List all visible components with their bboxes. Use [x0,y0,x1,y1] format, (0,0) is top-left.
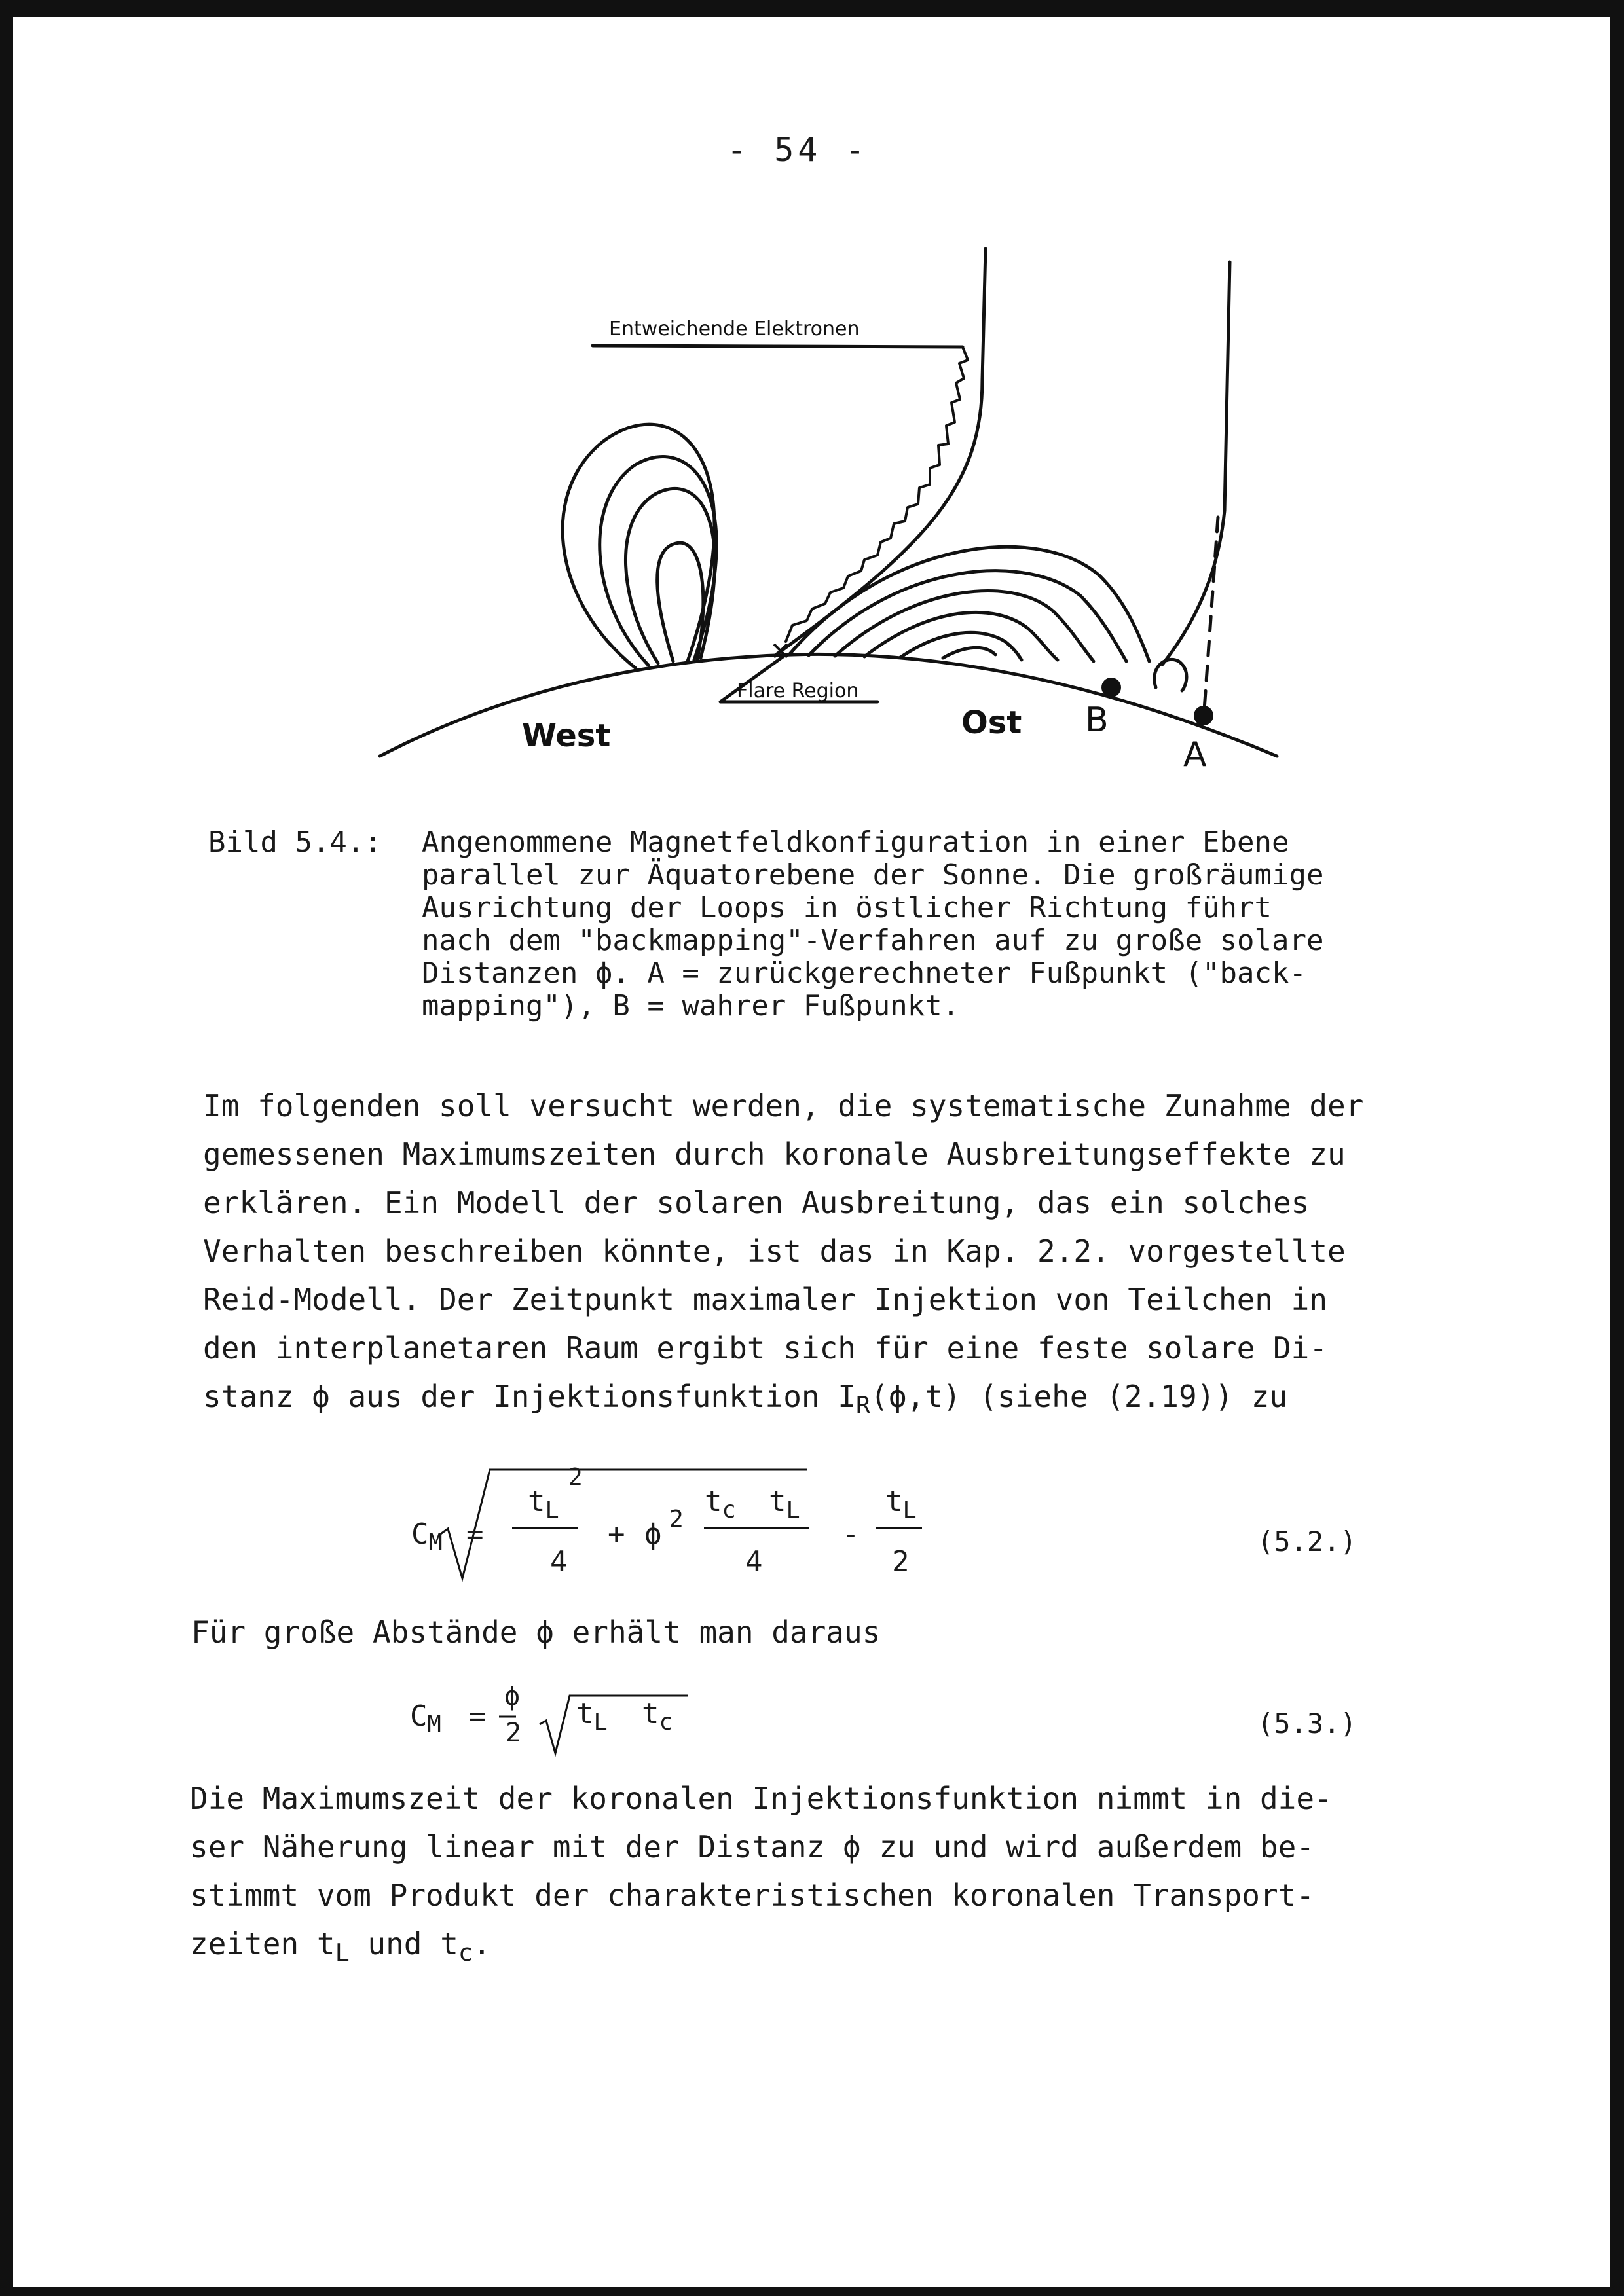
eq1-tl-half [885,1485,917,1523]
text-line: Reid-Modell. Der Zeitpunkt maximaler Injektion von Teilchen in [203,1282,1328,1317]
caption-text [422,826,1624,1023]
label-a: A [1183,735,1207,774]
eq2-sub-c: c [659,1708,673,1736]
label-b: B [1085,701,1109,740]
eq1-number: (5.2.) [1257,1525,1357,1558]
footpoint-a-dot [1194,706,1213,725]
eq1-phi: ϕ [644,1518,662,1551]
eq2-tc [642,1697,673,1736]
eq1-sub-l: L [786,1496,800,1523]
eq2-phi: ϕ [504,1681,521,1711]
eq2-c: C [410,1700,428,1733]
eq1-t: t [885,1485,903,1518]
small-loop-b [1154,659,1187,691]
eq1-t: t [705,1485,722,1518]
label-east: Ost [961,704,1022,741]
eq1-sub-l: L [545,1496,559,1523]
footpoint-b-dot [1101,678,1121,697]
text-segment: (ϕ,t) (siehe (2.19)) zu [870,1379,1288,1414]
text-line: stimmt vom Produkt der charakteristischen koronalen Transport- [190,1878,1315,1913]
figure-magnetic-field [367,236,1297,799]
paragraph-2 [191,1608,880,1656]
east-loop-6 [943,647,995,658]
page-number: - 54 - [727,131,869,169]
eq1-sub-l: L [902,1496,917,1523]
eq1-lhs [411,1518,443,1556]
eq1-minus: - [842,1518,860,1551]
scan-border-right [1610,0,1624,2296]
scan-border-top [0,0,1624,17]
eq1-sub-m: M [428,1529,443,1556]
eq2-sub-l: L [593,1708,608,1736]
eq1-sub-c: c [722,1496,736,1523]
west-loop-4 [657,543,703,661]
electrons-label-line [593,346,963,347]
text-segment: . [473,1926,491,1961]
paragraph-3 [190,1774,1333,1977]
backmapping-dashed-line [1204,517,1218,719]
scan-border-bottom [0,2287,1624,2296]
text-line: erklären. Ein Modell der solaren Ausbreitung, das ein solches [203,1185,1310,1220]
eq1-tc [705,1485,736,1523]
east-loop-5 [900,632,1022,660]
text-line-with-subscript [203,1372,1363,1430]
caption-line: parallel zur Äquatorebene der Sonne. Die großräumige [422,858,1324,892]
eq1-equals: = [466,1518,484,1551]
subscript: c [458,1939,473,1967]
caption-line: Angenommene Magnetfeldkonfiguration in einer Ebene [422,826,1289,859]
eq1-c: C [411,1518,429,1551]
eq1-exponent: 2 [568,1464,583,1491]
eq2-tl [576,1697,608,1736]
label-escaping-electrons: Entweichende Elektronen [609,318,860,340]
text-segment: und t [349,1926,458,1961]
eq1-tl [769,1485,800,1523]
paragraph-1 [203,1082,1363,1430]
caption-line: nach dem "backmapping"-Verfahren auf zu große solare [422,924,1324,957]
eq1-denominator-2: 2 [892,1545,910,1578]
figure-drawing [367,236,1297,799]
eq1-t: t [528,1485,545,1518]
sun-surface [380,654,1277,756]
text-segment: zeiten t [190,1926,335,1961]
subscript: R [856,1391,871,1420]
text-line: Im folgenden soll versucht werden, die systematische Zunahme der [203,1088,1364,1123]
eq1-plus: + [608,1518,625,1551]
caption-line: Ausrichtung der Loops in östlicher Richtung führt [422,891,1272,924]
eq2-number: (5.3.) [1257,1707,1357,1740]
eq2-t: t [642,1697,659,1730]
eq2-equals: = [469,1700,487,1733]
eq2-lhs [410,1700,441,1738]
text-line: ser Näherung linear mit der Distanz ϕ zu und wird außerdem be- [190,1829,1315,1865]
label-west: West [522,718,611,754]
west-loop-1 [563,424,714,668]
open-field-line-east [1162,262,1230,665]
text-line: gemessenen Maximumszeiten durch koronale Ausbreitungseffekte zu [203,1137,1346,1172]
eq1-denominator-4b: 4 [745,1545,763,1578]
eq2-sub-m: M [427,1711,441,1738]
eq2-two: 2 [506,1718,522,1748]
text-line: Für große Abstände ϕ erhält man daraus [191,1614,881,1650]
subscript: L [335,1939,350,1967]
east-loop-4 [864,612,1058,660]
eq1-t: t [769,1485,786,1518]
text-line: den interplanetaren Raum ergibt sich für eine feste solare Di- [203,1330,1328,1366]
scan-border-left [0,0,13,2296]
eq2-t: t [576,1697,594,1730]
text-line: Verhalten beschreiben könnte, ist das in Kap. 2.2. vorgestellte [203,1233,1346,1269]
caption-line: mapping"), B = wahrer Fußpunkt. [422,989,960,1023]
caption-label: Bild 5.4.: [208,826,382,859]
east-loop-1 [789,547,1149,661]
eq1-tl-squared [528,1485,559,1523]
label-flare-region: Flare Region [737,680,859,702]
caption-line: Distanzen ϕ. A = zurückgerechneter Fußpunkt ("back- [422,957,1307,990]
text-segment: stanz ϕ aus der Injektionsfunktion I [203,1379,856,1414]
eq1-phi-exponent: 2 [669,1506,684,1533]
text-line: Die Maximumszeit der koronalen Injektionsfunktion nimmt in die- [190,1781,1333,1816]
text-line-with-subscript [190,1920,1333,1977]
eq1-denominator-4: 4 [550,1545,568,1578]
